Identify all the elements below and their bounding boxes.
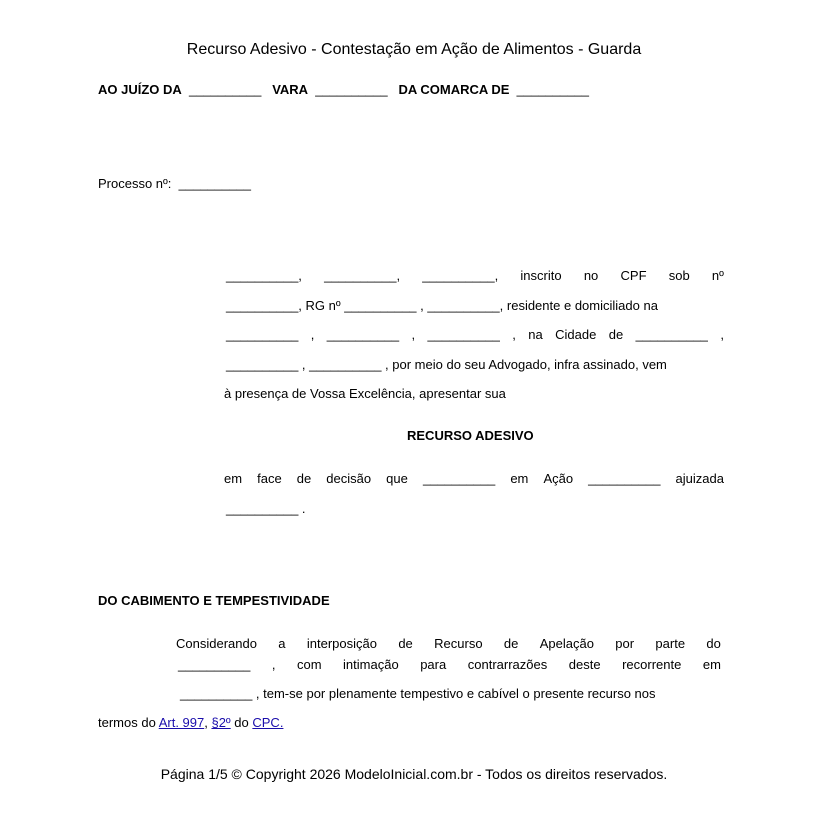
court-address-line	[98, 82, 589, 97]
word: decisão	[326, 471, 372, 486]
word: Cidade	[555, 327, 597, 342]
word: do	[706, 636, 721, 651]
qualificacao-line-3	[226, 327, 724, 342]
word: Ação	[543, 471, 574, 486]
word: ,	[271, 657, 276, 672]
termos-text: termos do	[98, 715, 159, 730]
decisao-line-2: __________ .	[226, 501, 306, 516]
word: __________,	[422, 268, 499, 283]
document-title: Recurso Adesivo - Contestação em Ação de Alimentos - Guarda	[186, 41, 642, 58]
word: na	[528, 327, 543, 342]
qualificacao-line-4: __________ , __________ , por meio do seu Advogado, infra assinado, vem	[226, 357, 667, 372]
processo-label: Processo nº:	[98, 176, 172, 191]
word: __________,	[324, 268, 401, 283]
word: com	[296, 657, 322, 672]
qualificacao-line-5: à presença de Vossa Excelência, apresentar sua	[224, 386, 506, 401]
recurso-heading: RECURSO ADESIVO	[407, 428, 534, 443]
processo-blank: __________	[178, 176, 251, 191]
word: de	[503, 636, 519, 651]
word: recorrente	[622, 657, 682, 672]
word: __________	[226, 327, 299, 342]
word: __________	[427, 327, 500, 342]
qualificacao-line-2: __________, RG nº __________ , __________, residente e domiciliado na	[226, 298, 658, 313]
word: em	[702, 657, 721, 672]
word: __________,	[226, 268, 302, 283]
word: deste	[568, 657, 601, 672]
word: sob	[668, 268, 690, 283]
comarca-label: DA COMARCA DE	[398, 82, 510, 97]
qualificacao-line-1	[226, 268, 724, 283]
word: de	[296, 471, 312, 486]
cabimento-line-4	[98, 715, 283, 730]
word: __________	[588, 471, 661, 486]
word: nº	[711, 268, 724, 283]
word: para	[420, 657, 447, 672]
word: contrarrazões	[467, 657, 548, 672]
art-997-link[interactable]: Art. 997	[158, 715, 205, 730]
word: __________	[326, 327, 400, 342]
word: inscrito	[520, 268, 562, 283]
do-text: do	[230, 715, 253, 730]
paragraph-2-link[interactable]: §2º	[211, 715, 231, 730]
page-footer: Página 1/5 © Copyright 2026 ModeloInicial.com.br - Todos os direitos reservados.	[160, 766, 668, 782]
cpc-link[interactable]: CPC.	[252, 715, 284, 730]
decisao-line-1	[224, 471, 724, 486]
word: a	[278, 636, 286, 651]
comarca-blank: __________	[516, 82, 589, 97]
word: ,	[411, 327, 416, 342]
word: __________	[422, 471, 496, 486]
word: face	[257, 471, 282, 486]
word: de	[608, 327, 624, 342]
word: por	[615, 636, 635, 651]
word: parte	[655, 636, 686, 651]
word: que	[386, 471, 408, 486]
word: __________	[635, 327, 708, 342]
word: em	[224, 471, 243, 486]
word: intimação	[343, 657, 399, 672]
cabimento-line-3: __________ , tem-se por plenamente tempestivo e cabível o presente recurso nos	[180, 686, 656, 701]
juizo-label: AO JUÍZO DA	[98, 82, 182, 97]
juizo-blank: __________	[189, 82, 262, 97]
cabimento-line-1	[176, 636, 721, 651]
vara-blank: __________	[315, 82, 388, 97]
word: no	[583, 268, 599, 283]
word: ,	[310, 327, 315, 342]
vara-label: VARA	[272, 82, 309, 97]
word: em	[510, 471, 529, 486]
word: __________	[178, 657, 251, 672]
word: de	[398, 636, 413, 651]
processo-line	[98, 176, 251, 191]
word: interposição	[306, 636, 377, 651]
word: ,	[512, 327, 516, 342]
word: CPF	[620, 268, 647, 283]
word: Considerando	[176, 636, 257, 651]
word: Apelação	[539, 636, 594, 651]
word: ajuizada	[675, 471, 724, 486]
word: ,	[720, 327, 724, 342]
cabimento-line-2	[178, 657, 721, 672]
comma: ,	[204, 715, 212, 730]
section-heading: DO CABIMENTO E TEMPESTIVIDADE	[98, 593, 330, 608]
word: Recurso	[434, 636, 483, 651]
